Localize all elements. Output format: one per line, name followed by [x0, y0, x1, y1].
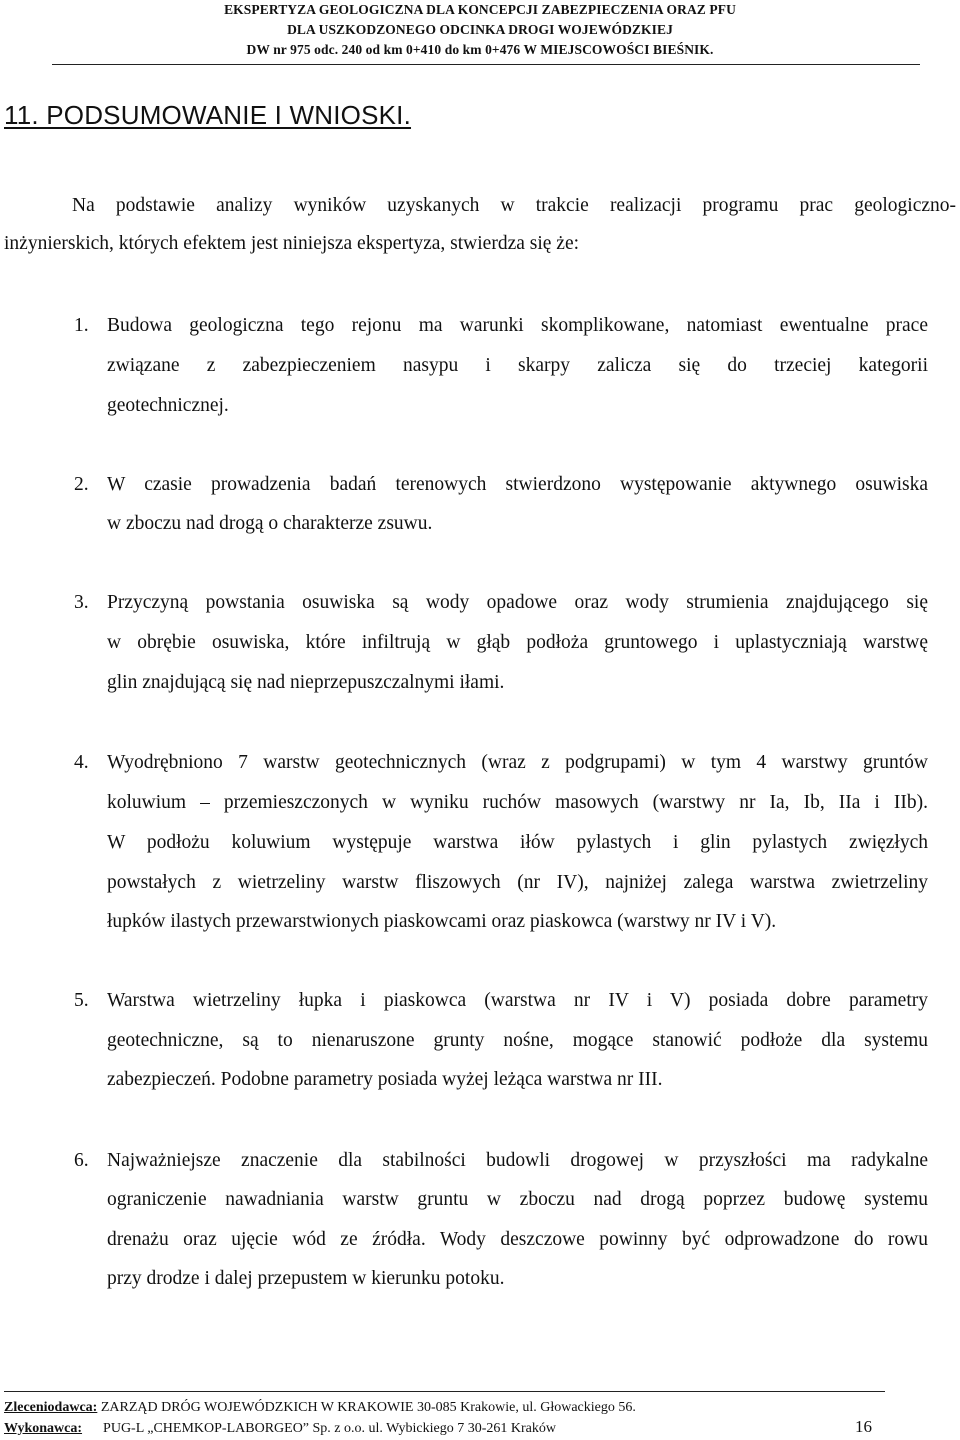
- footer-contractor-value: PUG-L „CHEMKOP-LABORGEO” Sp. z o.o. ul. Wybickiego 7 30-261 Kraków: [103, 1421, 556, 1436]
- list-item-line: drenażu oraz ujęcie wód ze źródła. Wody deszczowe powinny być odprowadzone do rowu: [107, 1229, 928, 1250]
- list-item-number: 2.: [74, 474, 89, 495]
- intro-line: inżynierskich, których efektem jest niniejsza ekspertyza, stwierdza się że:: [4, 233, 580, 254]
- list-item-line: związane z zabezpieczeniem nasypu i skarpy zalicza się do trzeciej kategorii: [107, 355, 928, 376]
- list-item-line: glin znajdującą się nad nieprzepuszczalnymi iłami.: [107, 672, 505, 693]
- footer-divider: [4, 1391, 885, 1392]
- list-item-line: koluwium – przemieszczonych w wyniku ruchów masowych (warstwy nr Ia, Ib, IIa i IIb).: [107, 792, 928, 813]
- footer-client-label: Zleceniodawca:: [4, 1400, 98, 1415]
- footer-client: [4, 1400, 636, 1416]
- list-item-line: geotechnicznej.: [107, 395, 229, 416]
- page-number: 16: [855, 1417, 872, 1436]
- header-line-1: EKSPERTYZA GEOLOGICZNA DLA KONCEPCJI ZABEZPIECZENIA ORAZ PFU: [224, 2, 736, 17]
- list-item-line: geotechniczne, są to nienaruszone grunty nośne, mogące stanowić podłoże dla systemu: [107, 1030, 928, 1051]
- list-item-number: 1.: [74, 315, 89, 336]
- section-title: 11. PODSUMOWANIE I WNIOSKI.: [4, 100, 412, 130]
- intro-line: Na podstawie analizy wyników uzyskanych w trakcie realizacji programu prac geologiczno-: [72, 195, 956, 216]
- footer-client-value: ZARZĄD DRÓG WOJEWÓDZKICH W KRAKOWIE 30-085 Krakowie, ul. Głowackiego 56.: [100, 1400, 636, 1415]
- footer-contractor-label: Wykonawca:: [4, 1421, 83, 1436]
- list-item-line: łupków ilastych przewarstwionych piaskowcami oraz piaskowca (warstwy nr IV i V).: [107, 911, 777, 932]
- list-item-number: 3.: [74, 592, 89, 613]
- list-item-line: W czasie prowadzenia badań terenowych stwierdzono występowanie aktywnego osuwiska: [107, 474, 928, 495]
- list-item-line: W podłożu koluwium występuje warstwa iłów pylastych i glin pylastych zwięzłych: [107, 832, 928, 853]
- list-item-line: ograniczenie nawadniania warstw gruntu w zboczu nad drogą poprzez budowę systemu: [107, 1189, 928, 1210]
- list-item-number: 6.: [74, 1150, 89, 1171]
- list-item-line: w zboczu nad drogą o charakterze zsuwu.: [107, 513, 433, 534]
- list-item-line: zabezpieczeń. Podobne parametry posiada wyżej leżąca warstwa nr III.: [107, 1069, 663, 1090]
- list-item-number: 4.: [74, 752, 89, 773]
- list-item-line: przy drodze i dalej przepustem w kierunku potoku.: [107, 1268, 505, 1289]
- list-item-line: Warstwa wietrzeliny łupka i piaskowca (warstwa nr IV i V) posiada dobre parametry: [107, 990, 928, 1011]
- header-line-3: DW nr 975 odc. 240 od km 0+410 do km 0+476 W MIEJSCOWOŚCI BIEŚNIK.: [246, 42, 714, 57]
- list-item-line: Przyczyną powstania osuwiska są wody opadowe oraz wody strumienia znajdującego się: [107, 592, 928, 613]
- list-item-line: powstałych z wietrzeliny warstw fliszowych (nr IV), najniżej zalega warstwa zwietrzeliny: [107, 872, 928, 893]
- list-item-line: Wyodrębniono 7 warstw geotechnicznych (wraz z podgrupami) w tym 4 warstwy gruntów: [107, 752, 928, 773]
- document-header: [0, 0, 960, 60]
- list-item-line: Budowa geologiczna tego rejonu ma warunki skomplikowane, natomiast ewentualne prace: [107, 315, 928, 336]
- header-line-2: DLA USZKODZONEGO ODCINKA DROGI WOJEWÓDZKIEJ: [287, 22, 673, 37]
- header-divider: [52, 64, 920, 65]
- list-item-number: 5.: [74, 990, 89, 1011]
- footer-contractor: [4, 1421, 556, 1437]
- list-item-line: Najważniejsze znaczenie dla stabilności budowli drogowej w przyszłości ma radykalne: [107, 1150, 928, 1171]
- list-item-line: w obrębie osuwiska, które infiltrują w głąb podłoża gruntowego i uplastyczniają warstwę: [107, 632, 928, 653]
